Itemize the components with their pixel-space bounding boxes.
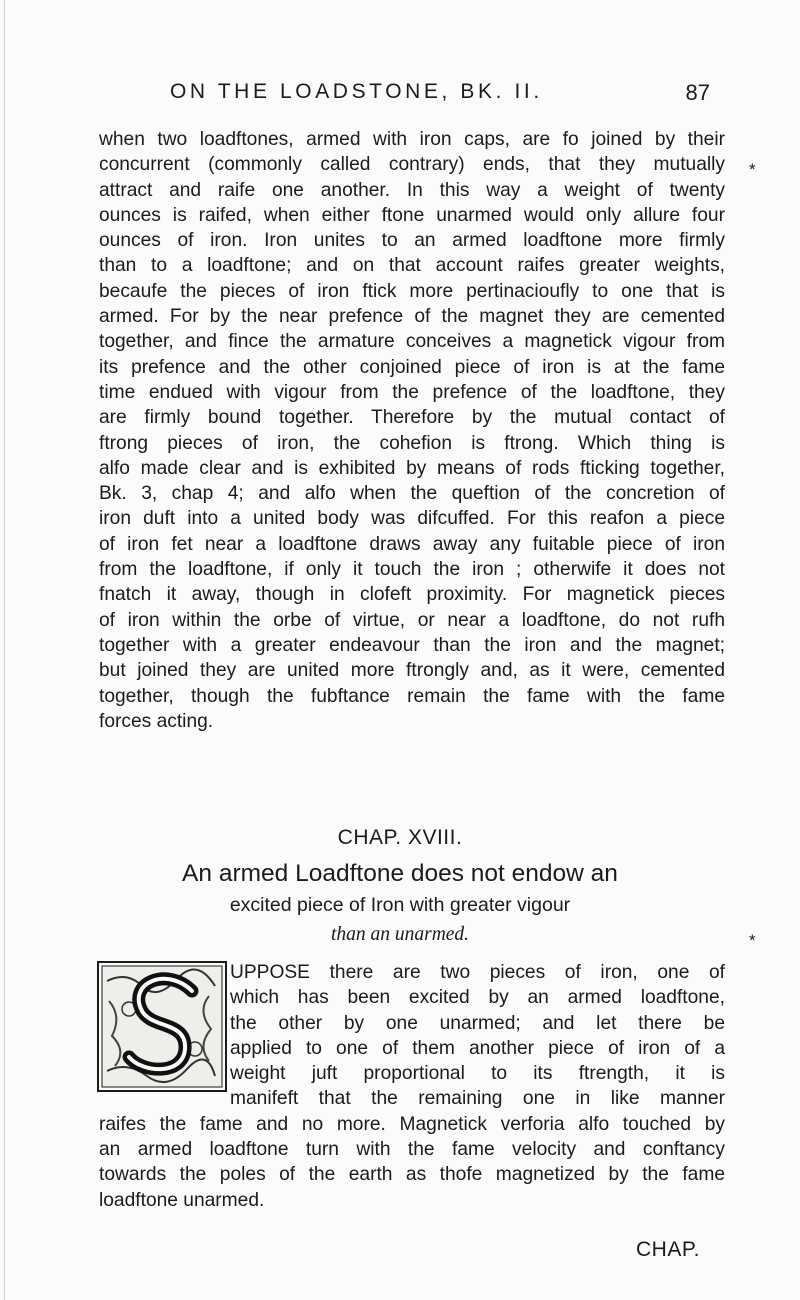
chapter-title: An armed Loadftone does not endow an: [182, 860, 618, 887]
text-line: time endued with vigour from the prefence of the loadftone, they: [99, 381, 725, 403]
margin-asterisk: *: [749, 160, 756, 179]
text-line: loadftone unarmed.: [99, 1189, 265, 1211]
text-line: Bk. 3, chap 4; and alfo when the queftion of the concretion of: [99, 483, 725, 505]
text-line: together, though the fubftance remain the fame with the fame: [99, 685, 725, 707]
text-line: its prefence and the other conjoined piece of iron is at the fame: [99, 356, 725, 378]
text-line: ftrong pieces of iron, the cohefion is ftrong. Which thing is: [99, 432, 725, 454]
text-line: the other by one unarmed; and let there be: [230, 1012, 725, 1034]
text-line: attract and raife one another. In this way a weight of twenty: [99, 179, 725, 201]
text-line: UPPOSE there are two pieces of iron, one of: [230, 962, 725, 983]
text-line: alfo made clear and is exhibited by means of rods fticking together,: [99, 457, 725, 479]
text-line: but joined they are united more ftrongly and, as it were, cemented: [99, 660, 725, 682]
text-line: concurrent (commonly called contrary) ends, that they mutually: [99, 154, 725, 176]
running-header: [170, 80, 710, 110]
text-line: which has been excited by an armed loadftone,: [230, 987, 725, 1009]
text-line: together with a greater endeavour than the iron and the magnet;: [99, 634, 725, 656]
text-line: of iron fet near a loadftone draws away any fuitable piece of iron: [99, 533, 725, 555]
chapter-number: CHAP. XVIII.: [337, 826, 463, 849]
text-line: than to a loadftone; and on that account raifes greater weights,: [99, 255, 725, 277]
page-number: 87: [685, 80, 710, 105]
text-line: towards the poles of the earth as thofe magnetized by the fame: [99, 1164, 725, 1186]
text-line: ounces of iron. Iron unites to an armed loadftone more firmly: [99, 230, 725, 252]
chapter-subtitle-italic: than an unarmed.: [330, 924, 470, 945]
text-line: weight juft proportional to its ftrength, it is: [230, 1063, 725, 1085]
catchword: CHAP.: [636, 1238, 700, 1261]
paragraph-2: [99, 926, 725, 1213]
page-edge: [4, 0, 5, 1300]
margin-asterisk: *: [749, 931, 756, 950]
text-line: iron duft into a united body was difcuffed. For this reafon a piece: [99, 508, 725, 530]
text-line: of iron within the orbe of virtue, or near a loadftone, do not rufh: [99, 609, 725, 631]
text-line: manifeft that the remaining one in like manner: [230, 1088, 725, 1110]
text-line: armed. For by the near prefence of the magnet they are cemented: [99, 306, 725, 328]
text-line: becaufe the pieces of iron ftick more pertinacioufly to one that is: [99, 280, 725, 302]
text-line: ounces is raifed, when either ftone unarmed would only allure four: [99, 204, 725, 226]
text-line: an armed loadftone turn with the fame velocity and conftancy: [99, 1139, 725, 1161]
running-title: ON THE LOADSTONE, BK. II.: [170, 80, 543, 103]
text-line: raifes the fame and no more. Magnetick verforia alfo touched by: [99, 1113, 725, 1135]
text-line: are firmly bound together. Therefore by the mutual contact of: [99, 407, 725, 429]
text-line: forces acting.: [99, 710, 214, 732]
text-line: when two loadftones, armed with iron caps, are fo joined by their: [99, 129, 725, 150]
text-line: applied to one of them another piece of iron of a: [230, 1037, 725, 1059]
chapter-subtitle: excited piece of Iron with greater vigour: [229, 894, 571, 916]
text-line: fnatch it away, though in clofeft proximity. For magnetick pieces: [99, 584, 725, 606]
text-line: together, and fince the armature conceives a magnetick vigour from: [99, 331, 725, 353]
text-line: from the loadftone, if only it touch the iron ; otherwife it does not: [99, 559, 725, 581]
paragraph-1: [99, 127, 725, 734]
